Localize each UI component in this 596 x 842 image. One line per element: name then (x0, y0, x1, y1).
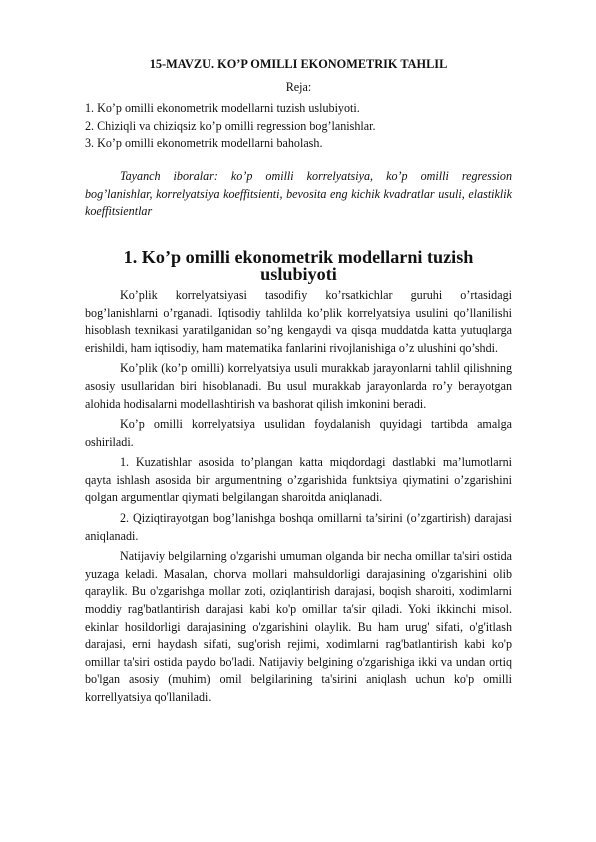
body-paragraph: 1. Kuzatishlar asosida to’plangan katta miqdordagi dastlabki ma’lumotlarni qayta ishlash asosida bir argumentning o’zgarishida funktsiya qiymatini o’zgarishini qolgan argumentlar qiymati belgilangan sharoitda aniqlanadi. (85, 455, 512, 505)
plan-item: 1. Ko’p omilli ekonometrik modellarni tuzish uslubiyoti. (85, 101, 360, 116)
keywords-paragraph: Tayanch iboralar: ko’p omilli korrelyatsiya, ko’p omilli regression bog’lanishlar, korrelyatsiya koeffitsienti, bevosita eng kichik kvadratlar usuli, elastiklik koeffitsientlar (85, 168, 512, 219)
body-paragraph: Ko’plik (ko’p omilli) korrelyatsiya usuli murakkab jarayonlarni tahlil qilishning asosiy usullaridan biri hisoblanadi. Bu usul murakkab jarayonlarda ro’y berayotgan alohida hodisalarni modellashtirish va bashorat qilish imkonini beradi. (85, 361, 512, 411)
plan-heading: Reja: (285, 79, 312, 94)
body-paragraph: Ko’plik korrelyatsiyasi tasodifiy ko’rsatkichlar guruhi o’rtasidagi bog’lanishlarni o’rganadi. Iqtisodiy tahlilda ko’plik korrelyatsiya usulini qo’llanilishi hisoblash texnikasi yaratilganidan so’ng kengaydi va qisqa muddatda katta yutuqlarga erishildi, ham iqtisodiy, ham matematika fanlarini rivojlanishiga o’z ulushini qo’shdi. (85, 287, 512, 355)
plan-list (85, 100, 512, 153)
body-paragraph: Natijaviy belgilarning o'zgarishi umuman olganda bir necha omillar ta'siri ostida yuzaga keladi. Masalan, chorva mollari mahsuldorligi darajasining o'zgarishini olib qaraylik. Bu o'zgarishga mollar zoti, oziqlantirish darajasi, boqish sharoiti, xodimlarni moddiy rag'batlantirish darajasi kabi ko'p omillar ta'sir qiladi. Yoki ikkinchi misol. ekinlar hosildorligi darajasining o'zgarishini olaylik. Bu ham urug' sifati, o'g'itlash darajasi, erni haydash sifati, sug'orish rejimi, xodimlarni rag'batlantirish kabi ko'p omillar ta'siri ostida paydo bo'ladi. Natijaviy belgining o'zgarishiga ikki va undan ortiq bo'lgan asosiy (muhim) omil belgilarining ta'sirini aniqlash uchun ko'p omilli korrellyatsiya qo'llaniladi. (85, 549, 512, 704)
document-title: 15-MAVZU. KO’P OMILLI EKONOMETRIK TAHLIL (149, 57, 448, 71)
body-paragraph: Ko’p omilli korrelyatsiya usulidan foydalanish quyidagi tartibda amalga oshiriladi. (85, 417, 512, 449)
section-title: 1. Ko’p omilli ekonometrik modellarni tuzish uslubiyoti (123, 246, 474, 285)
body-paragraph: 2. Qiziqtirayotgan bog’lanishga boshqa omillarni ta’sirini (o’zgartirish) darajasi aniqlanadi. (85, 511, 512, 543)
plan-item: 2. Chiziqli va chiziqsiz ko’p omilli regression bog’lanishlar. (85, 118, 376, 133)
plan-item: 3. Ko’p omilli ekonometrik modellarni baholash. (85, 136, 323, 151)
